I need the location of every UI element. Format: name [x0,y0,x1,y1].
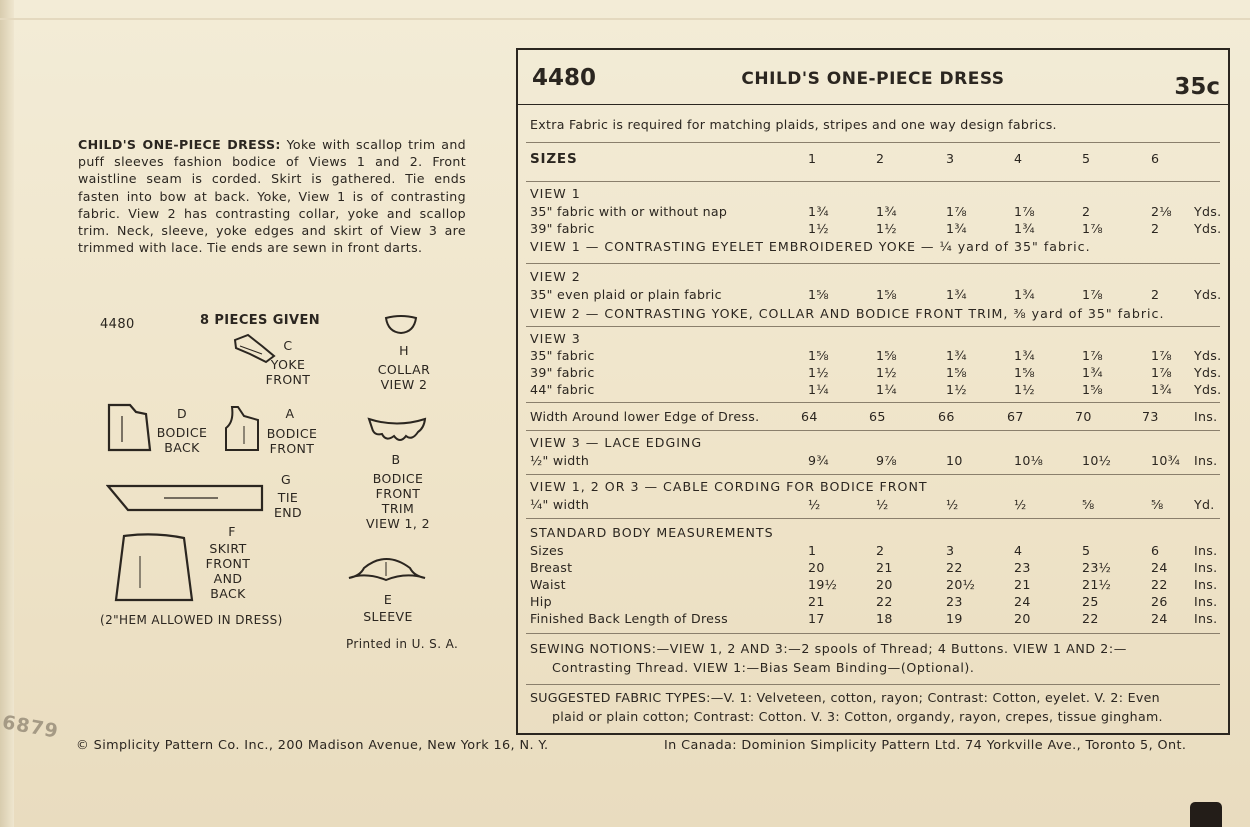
row-value: 24 [1151,560,1168,575]
size: 6 [1151,151,1160,166]
row-value: 66 [938,409,955,424]
piece-g-letter: G [280,472,292,487]
row-value: 9¾ [808,453,829,468]
body-row [518,560,1228,577]
view2-note [518,306,1228,323]
body-row [518,543,1228,560]
row-value: 21 [1014,577,1031,592]
row-value: 17 [808,611,825,626]
sizes-label: SIZES [530,151,578,167]
row-unit: Yds. [1194,204,1222,219]
row-label: Hip [530,594,552,609]
row-value: 1½ [946,382,967,397]
bodice-front-trim-piece [366,414,428,446]
row-unit: Ins. [1194,577,1218,592]
extra-fabric-note [518,117,1228,134]
size: 5 [1082,151,1091,166]
row-value: 22 [876,594,893,609]
canada-address: In Canada: Dominion Simplicity Pattern Ltd. 74 Yorkville Ave., Toronto 5, Ont. [664,738,1187,753]
row-unit: Yd. [1194,497,1215,512]
size: 2 [876,151,885,166]
lace-row [518,453,1228,470]
row-value: 10 [946,453,963,468]
view2-heading [518,269,1228,286]
piece-h-letter: H [399,343,409,358]
row-value: 25 [1082,594,1099,609]
size: 1 [808,151,817,166]
row-value: 23 [946,594,963,609]
divider [526,518,1220,519]
view1-row [518,204,1228,221]
row-value: ½ [1014,497,1027,512]
row-value: 21 [808,594,825,609]
description-text: Yoke with scallop trim and puff sleeves fashion bodice of Views 1 and 2. Front waistline seam is corded. Skirt is gathered. Tie ends fasten into bow at back. Yoke, View 1 is of contrasting fabric. View 2 has contrasting collar, yoke and scallop trim. Neck, sleeve, yoke edges and skirt of View 3 are trimmed with lace. Tie ends are sewn in front darts. [78,137,466,256]
piece-c-name: YOKE FRONT [265,357,311,387]
chart-pattern-number: 4480 [532,65,597,91]
row-value: 1¼ [876,382,897,397]
row-value: 1¾ [946,221,967,236]
view3-row [518,365,1228,382]
pattern-number-small: 4480 [100,317,135,332]
row-value: 1¼ [808,382,829,397]
row-value: 1¾ [808,204,829,219]
view1-row [518,221,1228,238]
row-value: 2 [1082,204,1091,219]
view3-row [518,382,1228,399]
row-value: 1⅞ [1082,348,1103,363]
row-value: 1¾ [876,204,897,219]
yardage-chart [516,48,1230,735]
row-label: 39" fabric [530,221,595,236]
row-value: 73 [1142,409,1159,424]
printed-in: Printed in U. S. A. [346,637,459,651]
row-label: 35" even plaid or plain fabric [530,287,722,302]
fold-edge [0,0,14,827]
row-label: Sizes [530,543,564,558]
row-value: 24 [1151,611,1168,626]
row-value: 64 [801,409,818,424]
row-value: 24 [1014,594,1031,609]
row-value: 2 [1151,221,1160,236]
piece-b-letter: B [391,452,401,467]
row-value: 3 [946,543,955,558]
row-value: 1 [808,543,817,558]
collar-piece [384,314,418,336]
stamp-number: 6879 [0,711,61,743]
row-value: 1¾ [1014,348,1035,363]
row-unit: Ins. [1194,543,1218,558]
row-value: 2 [876,543,885,558]
notions-line-text: SEWING NOTIONS:—VIEW 1, 2 AND 3:—2 spools of Thread; 4 Buttons. VIEW 1 AND 2:— [530,641,1127,656]
row-value: 70 [1075,409,1092,424]
piece-e-name: SLEEVE [363,609,413,624]
divider [518,104,1228,105]
description-title: CHILD'S ONE-PIECE DRESS: [78,137,281,152]
row-value: 1½ [876,221,897,236]
price: 35c [1174,74,1220,100]
fabric-line-text: plaid or plain cotton; Contrast: Cotton. V. 3: Cotton, organdy, rayon, crepes, tissue gingham. [552,709,1163,724]
row-label: Finished Back Length of Dress [530,611,728,626]
view3-heading [518,331,1228,348]
row-value: 1¾ [946,287,967,302]
row-value: 1¾ [1014,221,1035,236]
corner-tab [1190,802,1222,827]
sizes-row [518,151,1228,168]
row-unit: Yds. [1194,365,1222,380]
pieces-given: 8 PIECES GIVEN [200,313,321,328]
row-value: 19½ [808,577,838,592]
row-unit: Yds. [1194,221,1222,236]
row-value: 1¾ [1151,382,1172,397]
piece-d-name: BODICE BACK [156,425,208,455]
view3-row [518,348,1228,365]
hem-note: (2"HEM ALLOWED IN DRESS) [100,613,283,627]
row-value: 1½ [808,221,829,236]
row-value: 22 [1082,611,1099,626]
body-row [518,577,1228,594]
view1-note-text: VIEW 1 — CONTRASTING EYELET EMBROIDERED YOKE — ¼ yard of 35" fabric. [530,239,1091,254]
row-value: 2⅛ [1151,204,1172,219]
piece-g-name: TIE END [273,490,303,520]
copyright: © Simplicity Pattern Co. Inc., 200 Madison Avenue, New York 16, N. Y. [76,738,549,753]
row-value: ½ [876,497,889,512]
divider [526,142,1220,143]
row-value: 1½ [876,365,897,380]
row-value: 20 [808,560,825,575]
row-value: 22 [1151,577,1168,592]
row-value: 23 [1014,560,1031,575]
row-unit: Yds. [1194,287,1222,302]
piece-e-letter: E [383,592,393,607]
row-value: 20½ [946,577,976,592]
fold-line [0,18,1250,20]
row-label: ½" width [530,453,590,468]
row-value: 21 [876,560,893,575]
row-value: 2 [1151,287,1160,302]
fabric-line-text: SUGGESTED FABRIC TYPES:—V. 1: Velveteen, cotton, rayon; Contrast: Cotton, eyelet. V. 2: Even [530,690,1160,705]
row-value: 1⅝ [946,365,967,380]
row-label: ¼" width [530,497,590,512]
piece-a-letter: A [285,406,295,421]
row-unit: Ins. [1194,594,1218,609]
row-value: ⅝ [1082,497,1095,512]
row-value: 21½ [1082,577,1112,592]
row-value: 1½ [808,365,829,380]
piece-f-name: SKIRT FRONT AND BACK [205,541,251,601]
lace-heading-text: VIEW 3 — LACE EDGING [530,435,703,450]
body-row [518,611,1228,628]
divider [526,181,1220,182]
view2-row [518,287,1228,304]
divider [526,633,1220,634]
lace-heading [518,435,1228,452]
size: 4 [1014,151,1023,166]
view3-heading-text: VIEW 3 [530,331,581,346]
row-value: 1⅞ [1082,287,1103,302]
fabric-line [518,690,1228,707]
bodice-front-piece [222,404,262,454]
row-value: 9⅞ [876,453,897,468]
width-row [518,409,1228,426]
row-value: 1⅝ [876,287,897,302]
bodice-back-piece [106,402,152,454]
row-value: 1¾ [1082,365,1103,380]
piece-h-name: COLLAR VIEW 2 [377,362,431,392]
row-value: ⅝ [1151,497,1164,512]
row-value: 1⅞ [1014,204,1035,219]
row-value: 1⅞ [1151,365,1172,380]
piece-c-letter: C [283,338,293,353]
row-unit: Ins. [1194,409,1218,424]
tie-end-piece [106,484,264,512]
row-value: ½ [946,497,959,512]
row-label: Waist [530,577,566,592]
cording-heading-text: VIEW 1, 2 OR 3 — CABLE CORDING FOR BODICE FRONT [530,479,928,494]
row-value: 10¾ [1151,453,1181,468]
row-value: 1⅞ [946,204,967,219]
body-row [518,594,1228,611]
row-value: 18 [876,611,893,626]
row-value: 1⅝ [1082,382,1103,397]
row-value: 67 [1007,409,1024,424]
row-value: 1¾ [946,348,967,363]
view1-note [518,239,1228,256]
row-value: 1⅝ [1014,365,1035,380]
divider [526,402,1220,403]
row-unit: Ins. [1194,611,1218,626]
notions-line [518,641,1228,658]
view1-heading [518,186,1228,203]
chart-title: CHILD'S ONE-PIECE DRESS [741,69,1005,89]
extra-fabric-text: Extra Fabric is required for matching plaids, stripes and one way design fabrics. [530,117,1057,132]
divider [526,263,1220,264]
piece-d-letter: D [176,406,188,421]
row-value: 20 [876,577,893,592]
piece-f-letter: F [228,524,236,539]
row-label: 35" fabric [530,348,595,363]
row-unit: Yds. [1194,348,1222,363]
divider [526,474,1220,475]
divider [526,684,1220,685]
row-value: 23½ [1082,560,1112,575]
piece-a-name: BODICE FRONT [266,426,318,456]
row-value: 4 [1014,543,1023,558]
notions-line [518,660,1228,677]
row-label: 35" fabric with or without nap [530,204,728,219]
row-label: 44" fabric [530,382,595,397]
sleeve-piece [346,554,428,584]
row-value: 65 [869,409,886,424]
row-label: Breast [530,560,573,575]
row-value: 1½ [1014,382,1035,397]
row-unit: Ins. [1194,453,1218,468]
row-value: 10½ [1082,453,1112,468]
row-value: ½ [808,497,821,512]
row-label: Width Around lower Edge of Dress. [530,409,760,424]
row-value: 1⅝ [876,348,897,363]
row-value: 10⅛ [1014,453,1044,468]
row-value: 26 [1151,594,1168,609]
skirt-piece [114,532,194,604]
row-value: 22 [946,560,963,575]
cording-heading [518,479,1228,496]
body-heading [518,525,1228,542]
row-value: 19 [946,611,963,626]
row-label: 39" fabric [530,365,595,380]
row-unit: Ins. [1194,560,1218,575]
view1-heading-text: VIEW 1 [530,186,581,201]
row-value: 1⅝ [808,348,829,363]
size: 3 [946,151,955,166]
dress-description [78,136,466,256]
cording-row [518,497,1228,514]
row-value: 1¾ [1014,287,1035,302]
row-value: 1⅞ [1082,221,1103,236]
divider [526,430,1220,431]
row-value: 1⅝ [808,287,829,302]
row-value: 20 [1014,611,1031,626]
row-value: 5 [1082,543,1091,558]
row-unit: Yds. [1194,382,1222,397]
divider [526,326,1220,327]
piece-b-name: BODICE FRONT TRIM VIEW 1, 2 [366,471,430,531]
row-value: 6 [1151,543,1160,558]
view2-heading-text: VIEW 2 [530,269,581,284]
view2-note-text: VIEW 2 — CONTRASTING YOKE, COLLAR AND BODICE FRONT TRIM, ⅜ yard of 35" fabric. [530,306,1165,321]
fabric-line [518,709,1228,726]
row-value: 1⅞ [1151,348,1172,363]
body-heading-text: STANDARD BODY MEASUREMENTS [530,525,774,540]
notions-line-text: Contrasting Thread. VIEW 1:—Bias Seam Binding—(Optional). [552,660,975,675]
